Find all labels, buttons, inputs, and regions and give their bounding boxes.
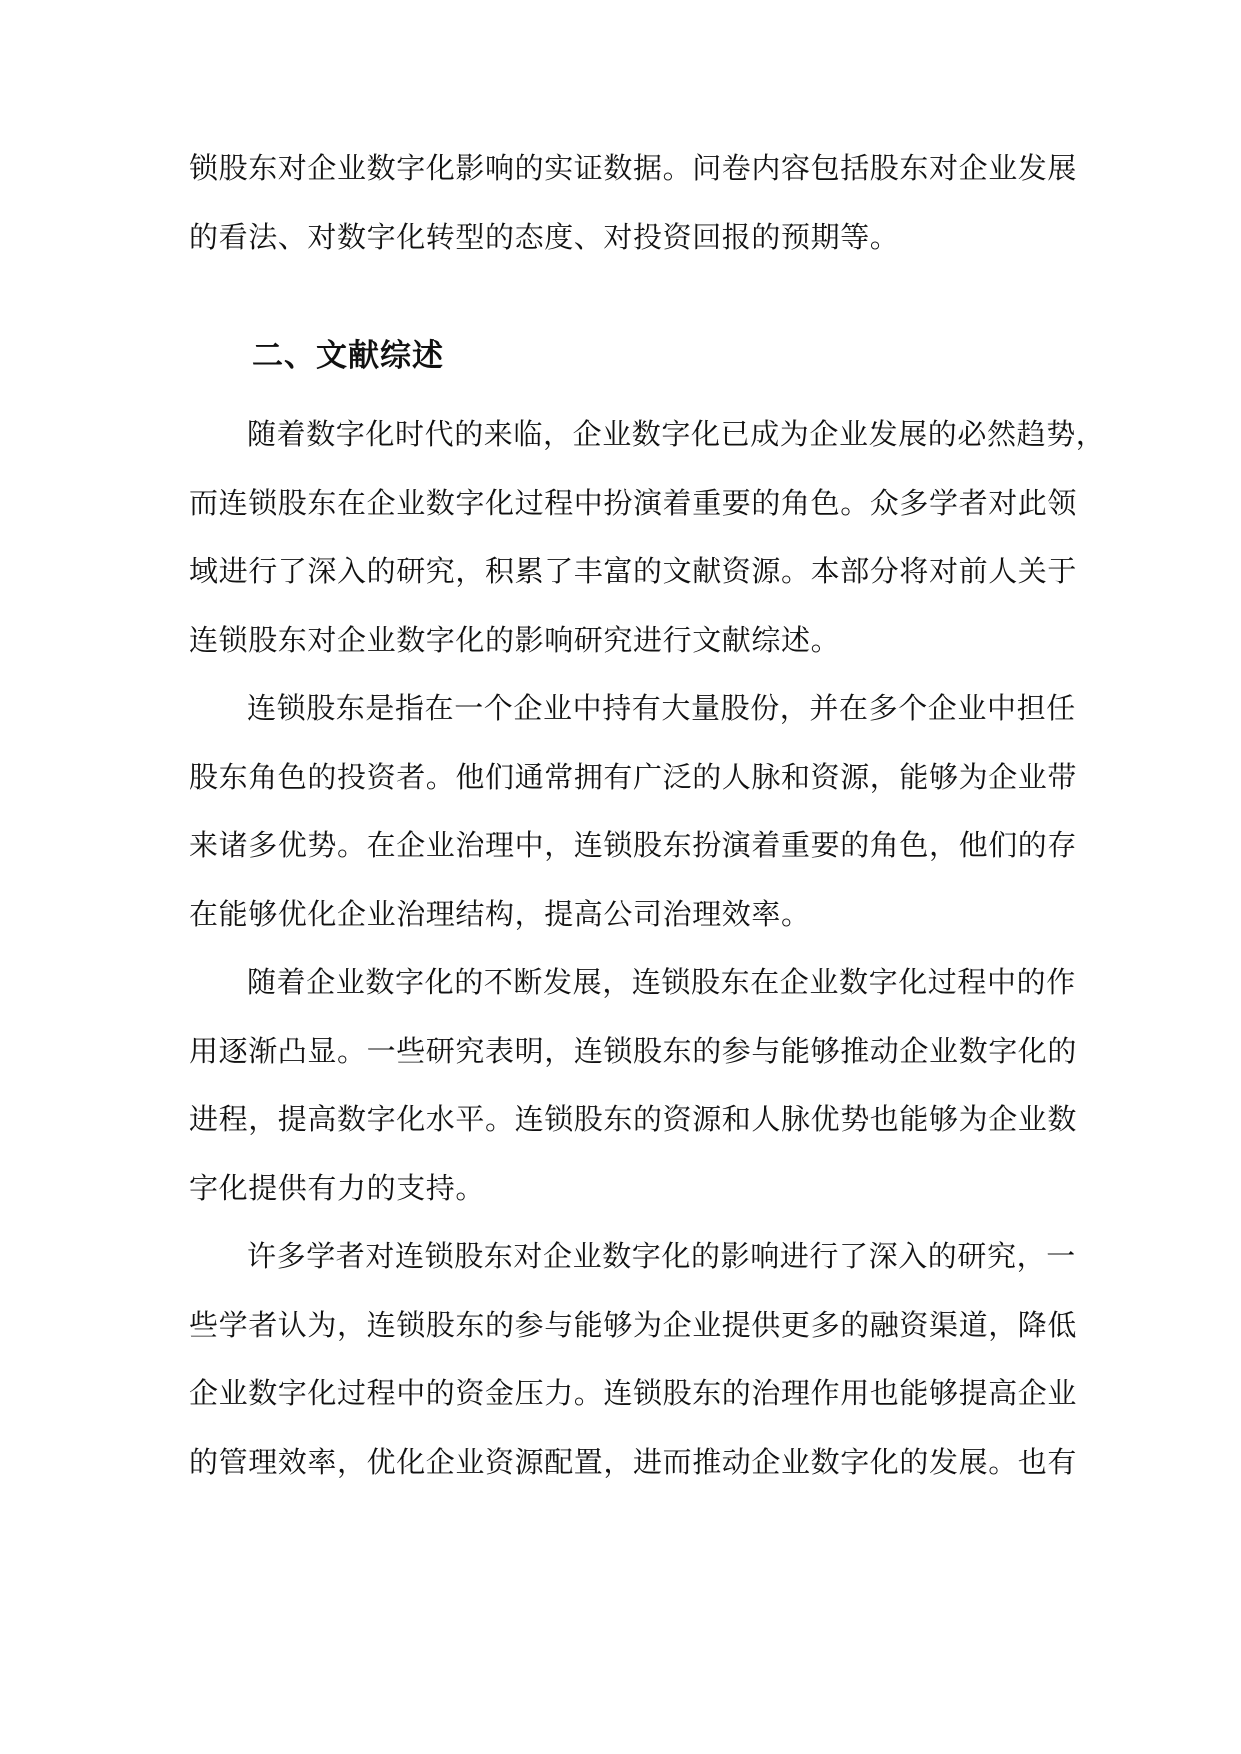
paragraph-3-line-2: 用逐渐凸显。一些研究表明，连锁股东的参与能够推动企业数字化的 xyxy=(189,1034,1078,1068)
paragraph-4-line-3: 企业数字化过程中的资金压力。连锁股东的治理作用也能够提高企业 xyxy=(189,1376,1078,1410)
paragraph-1-line-2: 而连锁股东在企业数字化过程中扮演着重要的角色。众多学者对此领 xyxy=(189,486,1078,520)
paragraph-3-line-1: 随着企业数字化的不断发展，连锁股东在企业数字化过程中的作 xyxy=(247,965,1076,999)
paragraph-2-line-1: 连锁股东是指在一个企业中持有大量股份，并在多个企业中担任 xyxy=(247,691,1076,725)
section-heading: 二、文献综述 xyxy=(252,338,444,374)
paragraph-1-line-4: 连锁股东对企业数字化的影响研究进行文献综述。 xyxy=(189,623,841,657)
paragraph-4-line-2: 些学者认为，连锁股东的参与能够为企业提供更多的融资渠道，降低 xyxy=(189,1308,1078,1342)
paragraph-1-line-1: 随着数字化时代的来临，企业数字化已成为企业发展的必然趋势， xyxy=(247,417,1106,451)
paragraph-3-line-3: 进程，提高数字化水平。连锁股东的资源和人脉优势也能够为企业数 xyxy=(189,1102,1078,1136)
paragraph-4-line-4: 的管理效率，优化企业资源配置，进而推动企业数字化的发展。也有 xyxy=(189,1445,1078,1479)
paragraph-3-line-4: 字化提供有力的支持。 xyxy=(189,1171,486,1205)
intro-line-2: 的看法、对数字化转型的态度、对投资回报的预期等。 xyxy=(189,220,900,254)
intro-line-1: 锁股东对企业数字化影响的实证数据。问卷内容包括股东对企业发展 xyxy=(189,151,1078,185)
paragraph-2-line-3: 来诸多优势。在企业治理中，连锁股东扮演着重要的角色，他们的存 xyxy=(189,828,1078,862)
paragraph-2-line-2: 股东角色的投资者。他们通常拥有广泛的人脉和资源，能够为企业带 xyxy=(189,760,1078,794)
paragraph-4-line-1: 许多学者对连锁股东对企业数字化的影响进行了深入的研究，一 xyxy=(247,1239,1076,1273)
paragraph-1-line-3: 域进行了深入的研究，积累了丰富的文献资源。本部分将对前人关于 xyxy=(189,554,1078,588)
paragraph-2-line-4: 在能够优化企业治理结构，提高公司治理效率。 xyxy=(189,897,811,931)
